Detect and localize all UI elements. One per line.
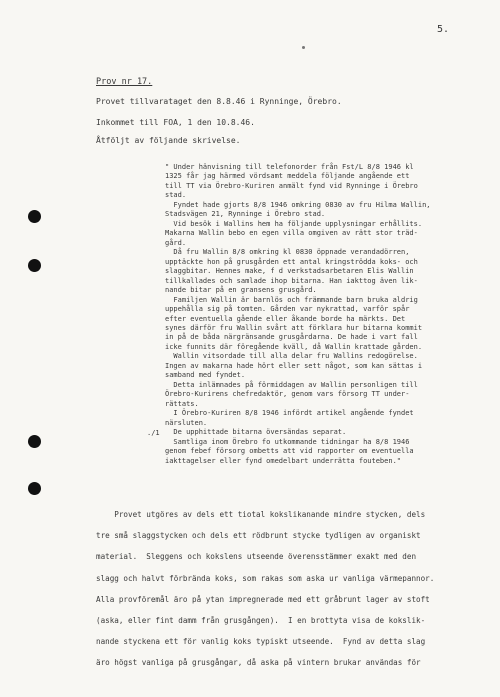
- quote-line: till TT via Örebro-Kuriren anmält fynd vid Rynninge i Örebro: [165, 181, 418, 190]
- quote-line: 1325 får jag härmed vördsamt meddela följande angående ett: [165, 172, 410, 181]
- header-line: Inkommet till FOA, 1 den 10.8.46.: [96, 118, 255, 127]
- quote-line: icke funnits där föregående kväll, då Wallin krattade gården.: [165, 342, 423, 351]
- quote-line: Då fru Wallin 8/8 omkring kl 0830 öppnade verandadörren,: [165, 248, 410, 257]
- quote-line: I Örebro-Kuriren 8/8 1946 infördt artikel angående fyndet: [165, 409, 414, 418]
- quote-line: Samtliga inom Örebro fo utkommande tidningar ha 8/8 1946: [165, 437, 410, 446]
- header-line: Provet tillvarataget den 8.8.46 i Rynninge, Örebro.: [96, 97, 342, 106]
- body-line: Alla provföremål äro på ytan impregnerade med ett gråbrunt lager av stoft: [96, 594, 430, 604]
- body-line: äro högst vanliga på grusgångar, då aska på vintern brukar användas för: [96, 658, 421, 668]
- quote-line: " Under hänvisning till telefonorder från Fst/L 8/8 1946 kl: [165, 163, 414, 171]
- body-line: Provet utgöres av dels ett tiotal kokslikanande mindre stycken, dels: [96, 510, 426, 519]
- punch-hole: [28, 259, 41, 272]
- quoted-letter: [165, 163, 485, 466]
- punch-hole: [28, 482, 41, 495]
- quote-line: Stadsvägen 21, Rynninge i Örebro stad.: [165, 210, 326, 219]
- body-text: [96, 504, 496, 674]
- quote-line: in på de båda närgränsande grusgårdarna. De hade i vart fall: [165, 333, 418, 342]
- quote-line: nande bitar på en gransens grusgård.: [165, 286, 317, 295]
- quote-line: stad.: [165, 191, 187, 200]
- quote-line: iakttagelser eller fynd omedelbart underrätta fouteben.": [165, 456, 402, 465]
- margin-reference: ./1: [147, 429, 160, 437]
- quote-line: Vid besök i Wallins hem ha följande upplysningar erhållits.: [165, 219, 423, 228]
- quote-line: uppehålla sig på tomten. Gården var nykrattad, varför spår: [165, 305, 410, 314]
- quote-line: Fyndet hade gjorts 8/8 1946 omkring 0830 av fru Hilma Wallin,: [165, 200, 431, 209]
- ink-dot: [302, 46, 305, 49]
- quote-line: rättats.: [165, 399, 199, 408]
- punch-hole: [28, 435, 41, 448]
- body-line: tre små slaggstycken och dels ett rödbrunt stycke tydligen av organiskt: [96, 531, 421, 541]
- quote-line: genom febef försorg ombetts att vid rapporter om eventuella: [165, 447, 414, 456]
- page-number: 5.: [437, 24, 450, 35]
- header-line: Åtföljt av följande skrivelse.: [96, 136, 241, 145]
- quote-line: Örebro-Kurirens chefredaktör, genom vars försorg TT under-: [165, 390, 410, 399]
- quote-line: De upphittade bitarna översändas separat.: [165, 428, 347, 437]
- quote-line: Detta inlämnades på förmiddagen av Wallin personligen till: [165, 380, 418, 389]
- quote-line: slaggbitar. Hennes make, f d verkstadsarbetaren Elis Wallin: [165, 267, 414, 276]
- quote-line: Makarna Wallin bebo en egen villa omgiven av rätt stor träd-: [165, 229, 418, 238]
- quote-line: närsluten.: [165, 418, 208, 427]
- quote-line: tillkallades och samlade ihop bitarna. Han iakttog även lik-: [165, 276, 418, 285]
- quote-line: Familjen Wallin är barnlös och främmande barn bruka aldrig: [165, 295, 418, 304]
- quote-line: Wallin vitsordade till alla delar fru Wallins redogörelse.: [165, 352, 418, 361]
- quote-line: efter eventuella gående eller åkande borde ha märkts. Det: [165, 314, 406, 323]
- body-line: (aska, eller fint damm från grusgången). I en brottyta visa de kokslik-: [96, 616, 426, 626]
- quote-line: Ingen av makarna hade hört eller sett något, som kan sättas i: [165, 361, 423, 370]
- body-line: slagg och halvt förbrända koks, som rakas som aska ur vanliga värmepannor.: [96, 573, 435, 583]
- body-line: nande styckena ett för vanlig koks typiskt utseende. Fynd av detta slag: [96, 637, 426, 647]
- punch-hole: [28, 210, 41, 223]
- body-line: material. Sleggens och kokslens utseende överensstämmer exakt med den: [96, 552, 417, 562]
- quote-line: gård.: [165, 238, 187, 247]
- quote-line: samband med fyndet.: [165, 371, 246, 380]
- quote-line: synes därför fru Wallin svårt att förklara hur bitarna kommit: [165, 323, 423, 332]
- document-heading: Prov nr 17.: [96, 77, 153, 87]
- quote-line: upptäckte hon på grusgården ett antal kringströdda koks- och: [165, 257, 418, 266]
